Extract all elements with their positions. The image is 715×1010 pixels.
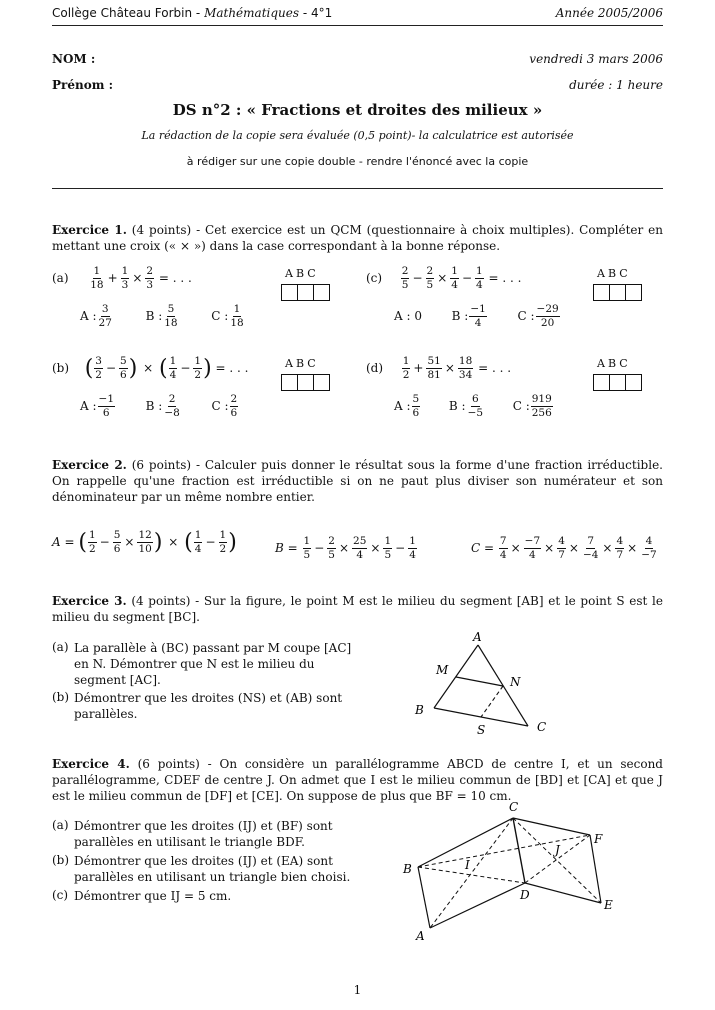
ex1-c-question: (c) $\frac{2}{5}$ − $\frac{2}{5}$ × $\frac{1}{4}$ − $\frac{1}{4}$ = . . . xyxy=(366,265,522,291)
ex2-statement: Exercice 2. (6 points) - Calculer puis donner le résultat sous la forme d'une fraction irréductible. On rappelle qu'une fraction est irréductible si on ne paut plus diviser son numérateur et son dénominateur par un même nombre entier. xyxy=(52,458,663,504)
header-rule xyxy=(52,25,663,26)
ex1-d-abc: ABC xyxy=(597,357,631,370)
ex3-b-label: (b) xyxy=(52,690,70,704)
point-N-label: N xyxy=(510,675,521,689)
ex3-title: Exercice 3. xyxy=(52,594,127,608)
ex3-statement: Exercice 3. (4 points) - Sur la figure, le point M est le milieu du segment [AB] et le point S est le milieu du segment [BC]. xyxy=(52,594,663,624)
diagonal-BD xyxy=(418,867,525,883)
answer-box-d-B[interactable] xyxy=(609,374,626,391)
point-J-label: J xyxy=(555,843,560,857)
ex1-d-question: (d) $\frac{1}{2}$ + $\frac{51}{81}$ × $\frac{18}{34}$ = . . . xyxy=(366,355,512,381)
answer-box-b-A[interactable] xyxy=(281,374,298,391)
answer-box-a-C[interactable] xyxy=(313,284,330,301)
prenom-label: Prénom : xyxy=(52,78,114,92)
ex4-c-text: Démontrer que IJ = 5 cm. xyxy=(74,889,232,903)
answer-box-d-A[interactable] xyxy=(593,374,610,391)
header-class: - 4°1 xyxy=(299,6,333,20)
answer-box-c-A[interactable] xyxy=(593,284,610,301)
segment-DE xyxy=(525,883,601,903)
page-number: 1 xyxy=(353,983,362,997)
ex4-b-label: (b) xyxy=(52,853,70,867)
point-A-label: A xyxy=(473,630,482,644)
page-title: DS n°2 : « Fractions et droites des milieux » xyxy=(172,101,543,119)
diagonal-CA xyxy=(430,818,513,928)
duration: durée : 1 heure xyxy=(569,78,663,92)
point-B-label: B xyxy=(403,862,412,876)
ex3-figure xyxy=(400,625,570,740)
ex1-d-choices: A : $\frac{5}{6}$ B : $\frac{6}{-5}$ C : $\frac{919}{256}$ xyxy=(394,393,552,419)
ex1-c-choices: A : 0 B : $\frac{-1}{4}$ C : $\frac{-29}{20}$ xyxy=(394,303,559,329)
answer-box-a-B[interactable] xyxy=(297,284,314,301)
segment-CF xyxy=(513,818,590,835)
segment-AD xyxy=(430,883,525,928)
ex3-a-label: (a) xyxy=(52,640,69,654)
ex1-b-abc: ABC xyxy=(285,357,319,370)
header-subject: Mathématiques xyxy=(204,6,300,20)
ex4-c-label: (c) xyxy=(52,888,69,902)
ex2-expression-C: C = $\frac{7}{4}$ × $\frac{-7}{4}$ × $\frac{4}{7}$ × $\frac{7}{-4}$ × $\frac{4}{7}$ × $\frac{4}{-7}$ xyxy=(471,535,657,561)
title-rule xyxy=(52,188,663,189)
answer-box-c-C[interactable] xyxy=(625,284,642,301)
segment-BF xyxy=(418,835,590,867)
point-A-label: A xyxy=(416,929,425,943)
ex1-c-answer-boxes[interactable] xyxy=(593,284,641,301)
ex4-a-label: (a) xyxy=(52,818,69,832)
ex3-a-text: La parallèle à (BC) passant par M coupe [AC] en N. Démontrer que N est le milieu du segment [AC]. xyxy=(74,641,352,687)
point-F-label: F xyxy=(594,832,603,846)
answer-box-b-C[interactable] xyxy=(313,374,330,391)
ex1-a-abc: ABC xyxy=(285,267,319,280)
ex1-a-question: (a) $\frac{1}{18}$ + $\frac{1}{3}$ × $\frac{2}{3}$ = . . . xyxy=(52,265,192,291)
ex1-a-answer-boxes[interactable] xyxy=(281,284,329,301)
ex4-title: Exercice 4. xyxy=(52,757,130,771)
ex2-expression-B: B = $\frac{1}{5}$ − $\frac{2}{5}$ × $\frac{25}{4}$ × $\frac{1}{5}$ − $\frac{1}{4}$ xyxy=(275,535,416,561)
subtitle: La rédaction de la copie sera évaluée (0,5 point)- la calculatrice est autorisée xyxy=(141,129,574,142)
ex1-d-answer-boxes[interactable] xyxy=(593,374,641,391)
ex1-statement: Exercice 1. (4 points) - Cet exercice est un QCM (questionnaire à choix multiples). Compléter en mettant une croix (« × ») dans la case correspondant à la bonne réponse. xyxy=(52,223,663,253)
ex2-expression-A: A = ( $\frac{1}{2}$ − $\frac{5}{6}$ × $\frac{12}{10}$ ) × ( $\frac{1}{4}$ − $\frac{1}{2}$ ) xyxy=(52,529,237,555)
ex1-b-choices: A : $\frac{-1}{6}$ B : $\frac{2}{-8}$ C : $\frac{2}{6}$ xyxy=(80,393,238,419)
ex2-title: Exercice 2. xyxy=(52,458,127,472)
ex4-statement: Exercice 4. (6 points) - On considère un parallélogramme ABCD de centre I, et un second parallélogramme, CDEF de centre J. On admet que I est le milieu commun de [BD] et [CA] et que J est le milieu commun de [DF] et [CE]. On suppose de plus que BF = 10 cm. xyxy=(52,757,663,803)
point-C-label: C xyxy=(537,720,547,734)
point-I-label: I xyxy=(465,858,470,872)
point-C-label: C xyxy=(509,800,519,814)
ex1-c-abc: ABC xyxy=(597,267,631,280)
nom-label: NOM : xyxy=(52,52,96,66)
ex3-b-text: Démontrer que les droites (NS) et (AB) sont parallèles. xyxy=(74,691,343,721)
point-M-label: M xyxy=(436,663,449,677)
point-D-label: D xyxy=(520,888,530,902)
answer-box-c-B[interactable] xyxy=(609,284,626,301)
ex1-b-answer-boxes[interactable] xyxy=(281,374,329,391)
answer-box-a-A[interactable] xyxy=(281,284,298,301)
segment-MN xyxy=(456,677,503,686)
ex4-figure xyxy=(395,795,630,945)
header-school: Collège Château Forbin - xyxy=(52,6,205,20)
ex4-a-text: Démontrer que les droites (IJ) et (BF) sont parallèles en utilisant le triangle BDF. xyxy=(74,819,333,849)
point-S-label: S xyxy=(477,723,486,737)
segment-BA xyxy=(418,867,430,928)
date: vendredi 3 mars 2006 xyxy=(529,52,663,66)
instruction: à rédiger sur une copie double - rendre l'énoncé avec la copie xyxy=(186,155,529,168)
ex4-b-text: Démontrer que les droites (IJ) et (EA) sont parallèles en utilisant un triangle bien choisi. xyxy=(74,854,351,884)
ex1-b-question: (b) ( $\frac{3}{2}$ − $\frac{5}{6}$ ) × ( $\frac{1}{4}$ − $\frac{1}{2}$ ) = . . . xyxy=(52,355,249,381)
point-B-label: B xyxy=(415,703,424,717)
answer-box-b-B[interactable] xyxy=(297,374,314,391)
segment-NS xyxy=(481,686,503,717)
header-year: Année 2005/2006 xyxy=(555,6,663,20)
point-E-label: E xyxy=(604,898,613,912)
ex1-a-choices: A : $\frac{3}{27}$ B : $\frac{5}{18}$ C : $\frac{1}{18}$ xyxy=(80,303,244,329)
answer-box-d-C[interactable] xyxy=(625,374,642,391)
ex1-title: Exercice 1. xyxy=(52,223,127,237)
header-left xyxy=(52,6,332,20)
